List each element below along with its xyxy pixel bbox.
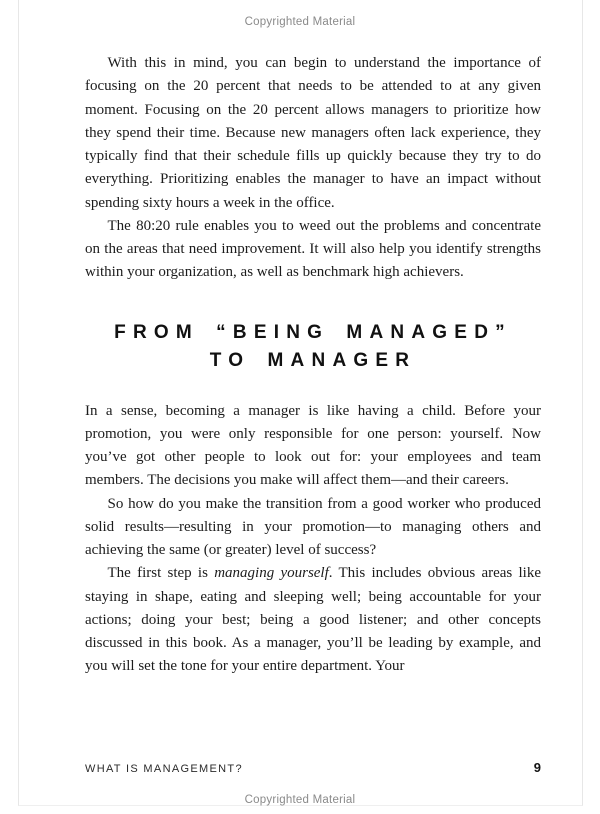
body-paragraph-4: So how do you make the transition from a good worker who produced solid results—resulting in your promotion—to managing others and achieving the same (or greater) level of success? (85, 495, 541, 558)
copyright-notice-bottom: Copyrighted Material (244, 794, 356, 806)
section-heading-line-1: FROM “BEING MANAGED” (114, 321, 512, 343)
section-heading (85, 319, 541, 376)
paragraph-5-text-start: The first step is (107, 565, 215, 582)
page-footer (85, 760, 541, 775)
paragraph-5-italic-phrase: managing yourself (214, 565, 329, 582)
paragraph-5-text-end: . This includes obvious areas like staying in shape, eating and sleeping well; being accountable for your actions; doing your best; being a good listener; and other concepts discussed in this book. As a manager, you’ll be leading by example, and you will set the tone for your entire department. Your (85, 565, 542, 675)
running-title: WHAT IS MANAGEMENT? (85, 763, 243, 775)
body-paragraph-5 (85, 562, 541, 678)
section-heading-line-2: TO MANAGER (209, 350, 417, 371)
page-body (85, 52, 541, 679)
body-paragraph-3: In a sense, becoming a manager is like having a child. Before your promotion, you were only responsible for one person: yourself. Now you’ve got other people to look out for: your employees and team members. The decisions you make will affect them—and their careers. (85, 402, 541, 489)
page-number: 9 (533, 760, 541, 775)
body-paragraph-2: The 80:20 rule enables you to weed out the problems and concentrate on the areas that need improvement. It will also help you identify strengths within your organization, as well as benchmark high achievers. (85, 217, 541, 281)
copyright-notice-top: Copyrighted Material (244, 16, 356, 28)
body-paragraph-1: With this in mind, you can begin to understand the importance of focusing on the 20 percent that needs to be attended to at any given moment. Focusing on the 20 percent allows managers to prioritize how they spend their time. Because new managers often lack experience, they typically find that their schedule fills up quickly because they try to do everything. Prioritizing enables the manager to have an impact without spending sixty hours a week in the office. (85, 55, 541, 211)
